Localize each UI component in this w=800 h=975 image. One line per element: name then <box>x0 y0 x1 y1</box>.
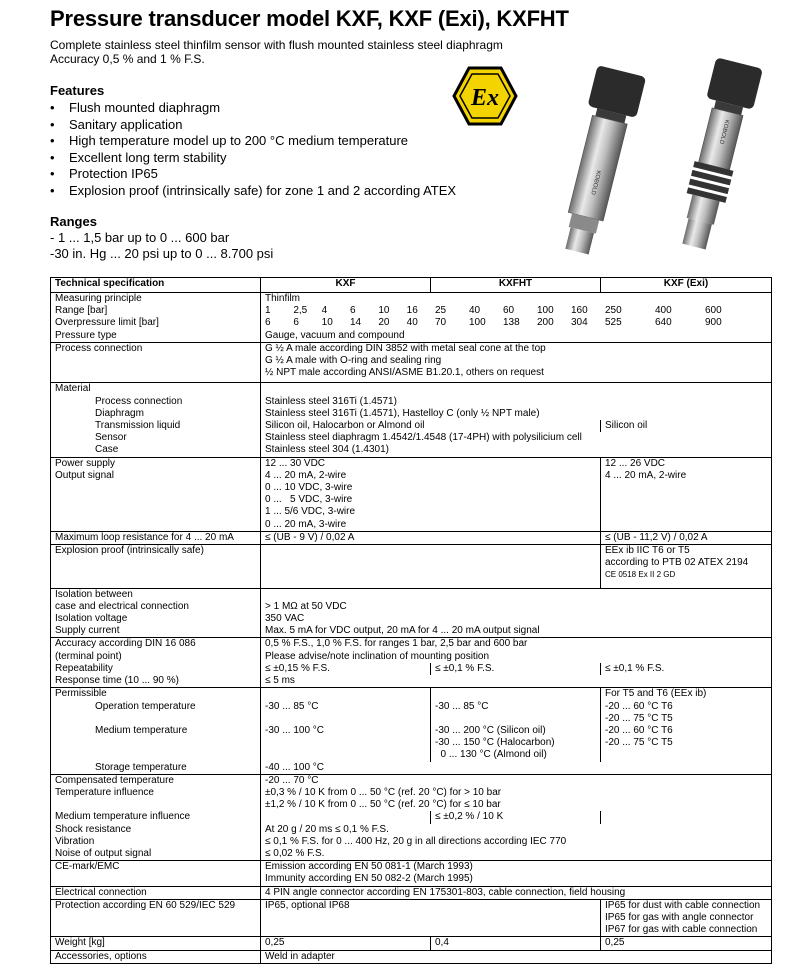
cell-line: according to PTB 02 ATEX 2194 <box>605 557 749 569</box>
cell-value: 4 <box>321 305 328 317</box>
row-label: Supply current <box>51 625 261 638</box>
row-label: Overpressure limit [bar] <box>51 317 261 329</box>
cell-value: 70 <box>435 317 447 329</box>
cell-line: -20 ... 60 °C T6 <box>605 724 673 736</box>
row-label: Isolation voltage <box>51 613 261 625</box>
row-label: Compensated temperature <box>51 774 261 787</box>
table-row <box>51 383 772 396</box>
cell-line: -20 ... 60 °C T6 <box>605 700 673 712</box>
table-row <box>51 305 772 317</box>
cell-value: 0,25 <box>601 937 772 950</box>
cell-value: ≤ (UB - 11,2 V) / 0,02 A <box>601 531 772 544</box>
row-label: Protection according EN 60 529/IEC 529 <box>51 899 261 937</box>
list-item: • Flush mounted diaphragm <box>50 100 456 117</box>
cell-line: 0 ... 130 °C (Almond oil) <box>435 749 547 761</box>
row-label: Case <box>95 444 119 456</box>
row-label: Process connection <box>95 395 183 407</box>
cell-value: ≤ 5 ms <box>261 675 772 688</box>
cell-value: ≤ ±0,15 % F.S. <box>261 663 431 675</box>
cell-line: -20 ... 75 °C T5 <box>605 712 673 724</box>
table-row <box>51 588 772 601</box>
ex-logo-text: Ex <box>470 85 500 111</box>
cell-value: -30 ... 100 °C <box>261 725 431 762</box>
cell-value: 60 <box>503 305 515 317</box>
cell-value: 1 <box>265 305 271 317</box>
cell-value: 0,25 <box>261 937 431 950</box>
cell-value: 40 <box>469 305 481 317</box>
list-item: - 1 ... 1,5 bar up to 0 ... 600 bar <box>50 230 230 245</box>
table-header-row <box>51 278 772 293</box>
cell-line: IP67 for gas with cable connection <box>605 924 758 936</box>
row-label: Pressure type <box>51 330 261 343</box>
row-label: Permissible <box>51 688 261 701</box>
cell-line: ½ NPT male according ANSI/ASME B1.20.1, others on request <box>265 367 544 379</box>
table-row <box>51 330 772 343</box>
cell-value: 25 <box>435 305 447 317</box>
cell-line: Emission according EN 50 081-1 (March 1993) <box>265 861 473 873</box>
table-row <box>51 848 772 861</box>
cell-value: 4 ... 20 mA, 2-wire <box>601 470 772 532</box>
list-item: • High temperature model up to 200 °C medium temperature <box>50 133 456 150</box>
row-label: Power supply <box>51 457 261 470</box>
cell-value: -40 ... 100 °C <box>261 762 772 775</box>
cell-value: 10 <box>378 305 390 317</box>
table-row <box>51 937 772 950</box>
row-label: Accessories, options <box>51 950 261 963</box>
row-label: Explosion proof (intrinsically safe) <box>51 545 261 589</box>
cell-value: For T5 and T6 (EEx ib) <box>601 688 772 701</box>
list-item: -30 in. Hg ... 20 psi up to 0 ... 8.700 psi <box>50 246 274 261</box>
cell-line: 1 ... 5/6 VDC, 3-wire <box>265 506 356 518</box>
column-header: KXF (Exi) <box>601 278 772 293</box>
list-item: • Excellent long term stability <box>50 150 456 167</box>
cell-value: 10 <box>321 317 333 329</box>
cell-line: 0 ... 10 VDC, 3-wire <box>265 482 353 494</box>
cell-value <box>261 470 601 532</box>
spec-table <box>50 277 772 964</box>
cell-value: 2,5 <box>293 305 308 317</box>
table-row <box>51 625 772 638</box>
cell-value: 0,5 % F.S., 1,0 % F.S. for ranges 1 bar, 2,5 bar and 600 bar <box>261 638 772 651</box>
ranges-list <box>50 230 273 262</box>
table-row <box>51 701 772 725</box>
cell-value: 138 <box>503 317 520 329</box>
table-row <box>51 601 772 613</box>
features-list <box>50 100 456 200</box>
overpressure-values <box>261 317 772 329</box>
cell-value: 250 <box>605 305 622 317</box>
cell-value: Stainless steel 316Ti (1.4571), Hastelloy C (only ½ NPT male) <box>261 408 772 420</box>
cell-value: 100 <box>537 305 554 317</box>
cell-value <box>261 787 772 811</box>
cell-value: 6 <box>265 317 271 329</box>
cell-value: 6 <box>293 317 299 329</box>
ce-mark: CE 0518 Ex II 2 GD <box>605 570 676 580</box>
table-row <box>51 675 772 688</box>
row-label: Noise of output signal <box>51 848 261 861</box>
row-label: Diaphragm <box>95 407 144 419</box>
row-label: Sensor <box>95 432 127 444</box>
cell-value: 600 <box>705 305 722 317</box>
page-title: Pressure transducer model KXF, KXF (Exi), KXFHT <box>50 6 569 31</box>
cell-line: Immunity according EN 50 082-2 (March 1995) <box>265 873 473 885</box>
table-row <box>51 688 772 701</box>
row-label: Temperature influence <box>51 787 261 811</box>
table-row <box>51 811 772 823</box>
table-row <box>51 824 772 836</box>
cell-value: -20 ... 70 °C <box>261 774 772 787</box>
row-label: Process connection <box>51 342 261 383</box>
cell-value: Gauge, vacuum and compound <box>261 330 772 343</box>
features-heading: Features <box>50 83 105 98</box>
cell-line: 4 ... 20 mA, 2-wire <box>265 469 347 481</box>
photo-label: KOBOLD <box>589 169 602 196</box>
range-values <box>261 305 772 317</box>
cell-value: IP65, optional IP68 <box>261 899 601 937</box>
cell-value: 525 <box>605 317 622 329</box>
cell-value: 16 <box>406 305 418 317</box>
table-row <box>51 408 772 420</box>
table-row <box>51 861 772 886</box>
cell-line: IP65 for gas with angle connector <box>605 911 754 923</box>
cell-value: ≤ (UB - 9 V) / 0,02 A <box>261 531 601 544</box>
table-row <box>51 886 772 899</box>
table-row <box>51 836 772 848</box>
cell-line: ±1,2 % / 10 K from 0 ... 50 °C (ref. 20 °C) for ≤ 10 bar <box>265 799 501 811</box>
table-row <box>51 613 772 625</box>
cell-line: -30 ... 200 °C (Silicon oil) <box>435 724 546 736</box>
cell-value <box>261 342 772 383</box>
row-label: CE-mark/EMC <box>51 861 261 886</box>
table-row <box>51 899 772 937</box>
column-header: KXFHT <box>431 278 601 293</box>
row-label: Transmission liquid <box>95 420 181 432</box>
table-row <box>51 774 772 787</box>
cell-value: ≤ ±0,1 % F.S. <box>601 663 772 675</box>
subtitle-line: Accuracy 0,5 % and 1 % F.S. <box>50 52 205 66</box>
cell-line: -20 ... 75 °C T5 <box>605 737 673 749</box>
cell-value: ≤ 0,02 % F.S. <box>261 848 772 861</box>
row-label: Storage temperature <box>95 761 187 773</box>
cell-value: Stainless steel diaphragm 1.4542/1.4548 (17-4PH) with polysilicium cell <box>261 432 772 444</box>
cell-value: 12 ... 30 VDC <box>261 457 601 470</box>
row-label: Material <box>51 383 261 396</box>
cell-value: 4 PIN angle connector according EN 175301-803, cable connection, field housing <box>261 886 772 899</box>
table-row <box>51 470 772 532</box>
table-row <box>51 444 772 457</box>
row-label: Weight [kg] <box>51 937 261 950</box>
row-label: Response time (10 ... 90 %) <box>51 675 261 688</box>
ex-logo-icon <box>452 66 518 126</box>
row-label: Shock resistance <box>51 824 261 836</box>
row-label: Measuring principle <box>51 293 261 306</box>
table-row <box>51 545 772 589</box>
row-label: Repeatability <box>51 663 261 675</box>
row-label: Range [bar] <box>51 305 261 317</box>
table-row <box>51 762 772 775</box>
cell-value: Stainless steel 304 (1.4301) <box>261 444 772 457</box>
table-row <box>51 342 772 383</box>
cell-value: 0,4 <box>431 937 601 950</box>
cell-line: -30 ... 150 °C (Halocarbon) <box>435 737 555 749</box>
row-label: (terminal point) <box>51 651 261 663</box>
cell-value: ≤ ±0,2 % / 10 K <box>431 811 601 823</box>
table-row <box>51 396 772 408</box>
cell-value <box>261 861 772 886</box>
list-item: • Sanitary application <box>50 117 456 134</box>
column-header: Technical specification <box>51 278 261 293</box>
ranges-heading: Ranges <box>50 214 97 229</box>
list-item: • Protection IP65 <box>50 166 456 183</box>
table-row <box>51 725 772 762</box>
cell-value <box>601 725 772 762</box>
table-row <box>51 317 772 329</box>
cell-value: ≤ 0,1 % F.S. for 0 ... 400 Hz, 20 g in all directions according IEC 770 <box>261 836 772 848</box>
table-row <box>51 651 772 663</box>
product-photo <box>530 58 775 263</box>
cell-value: Silicon oil, Halocarbon or Almond oil <box>261 420 601 432</box>
cell-line: 0 ... 5 VDC, 3-wire <box>265 494 353 506</box>
row-label: Electrical connection <box>51 886 261 899</box>
table-row <box>51 457 772 470</box>
list-item: • Explosion proof (intrinsically safe) for zone 1 and 2 according ATEX <box>50 183 456 200</box>
table-row <box>51 531 772 544</box>
row-label: Output signal <box>51 470 261 532</box>
table-row <box>51 663 772 675</box>
cell-line: 0 ... 20 mA, 3-wire <box>265 518 347 530</box>
table-row <box>51 293 772 306</box>
cell-value: 350 VAC <box>261 613 772 625</box>
cell-value: 20 <box>378 317 390 329</box>
row-label: Vibration <box>51 836 261 848</box>
column-header: KXF <box>261 278 431 293</box>
photo-label: KOBOLD <box>717 118 730 145</box>
cell-value: Please advise/note inclination of mounting position <box>261 651 772 663</box>
cell-line: G ½ A male with O-ring and sealing ring <box>265 355 442 367</box>
cell-line: G ½ A male according DIN 3852 with metal seal cone at the top <box>265 342 546 354</box>
cell-value: 304 <box>571 317 588 329</box>
table-row <box>51 638 772 651</box>
subtitle-line: Complete stainless steel thinfilm sensor with flush mounted stainless steel diaphragm <box>50 38 503 52</box>
row-label: Medium temperature influence <box>51 811 261 823</box>
cell-value: -30 ... 85 °C <box>431 701 601 725</box>
cell-value: 6 <box>350 305 356 317</box>
cell-value: 400 <box>655 305 672 317</box>
cell-value: 200 <box>537 317 554 329</box>
cell-value: Weld in adapter <box>261 950 772 963</box>
cell-line: IP65 for dust with cable connection <box>605 899 761 911</box>
table-row <box>51 420 772 432</box>
row-label: Medium temperature <box>95 724 188 736</box>
cell-value: 100 <box>469 317 486 329</box>
cell-value: Silicon oil <box>601 420 772 432</box>
table-row <box>51 432 772 444</box>
table-row <box>51 787 772 811</box>
cell-value <box>431 725 601 762</box>
cell-value: 14 <box>350 317 362 329</box>
row-label: case and electrical connection <box>51 601 261 613</box>
cell-line: ±0,3 % / 10 K from 0 ... 50 °C (ref. 20 °C) for > 10 bar <box>265 786 502 798</box>
row-label: Accuracy according DIN 16 086 <box>51 638 261 651</box>
cell-value: Stainless steel 316Ti (1.4571) <box>261 396 772 408</box>
cell-value: 900 <box>705 317 722 329</box>
cell-value: 40 <box>406 317 418 329</box>
cell-value <box>601 701 772 725</box>
cell-value: > 1 MΩ at 50 VDC <box>261 601 772 613</box>
cell-value: Thinfilm <box>261 293 772 306</box>
cell-value: At 20 g / 20 ms ≤ 0,1 % F.S. <box>261 824 772 836</box>
cell-value: 160 <box>571 305 588 317</box>
cell-value: Max. 5 mA for VDC output, 20 mA for 4 ... 20 mA output signal <box>261 625 772 638</box>
cell-value <box>601 899 772 937</box>
table-row <box>51 950 772 963</box>
cell-value: ≤ ±0,1 % F.S. <box>431 663 601 675</box>
cell-value: 12 ... 26 VDC <box>601 457 772 470</box>
cell-line: EEx ib IIC T6 or T5 <box>605 545 690 557</box>
cell-value <box>601 545 772 589</box>
cell-value: -30 ... 85 °C <box>261 701 431 725</box>
row-label: Isolation between <box>51 588 261 601</box>
row-label: Operation temperature <box>95 700 196 712</box>
row-label: Maximum loop resistance for 4 ... 20 mA <box>51 531 261 544</box>
cell-value: 640 <box>655 317 672 329</box>
